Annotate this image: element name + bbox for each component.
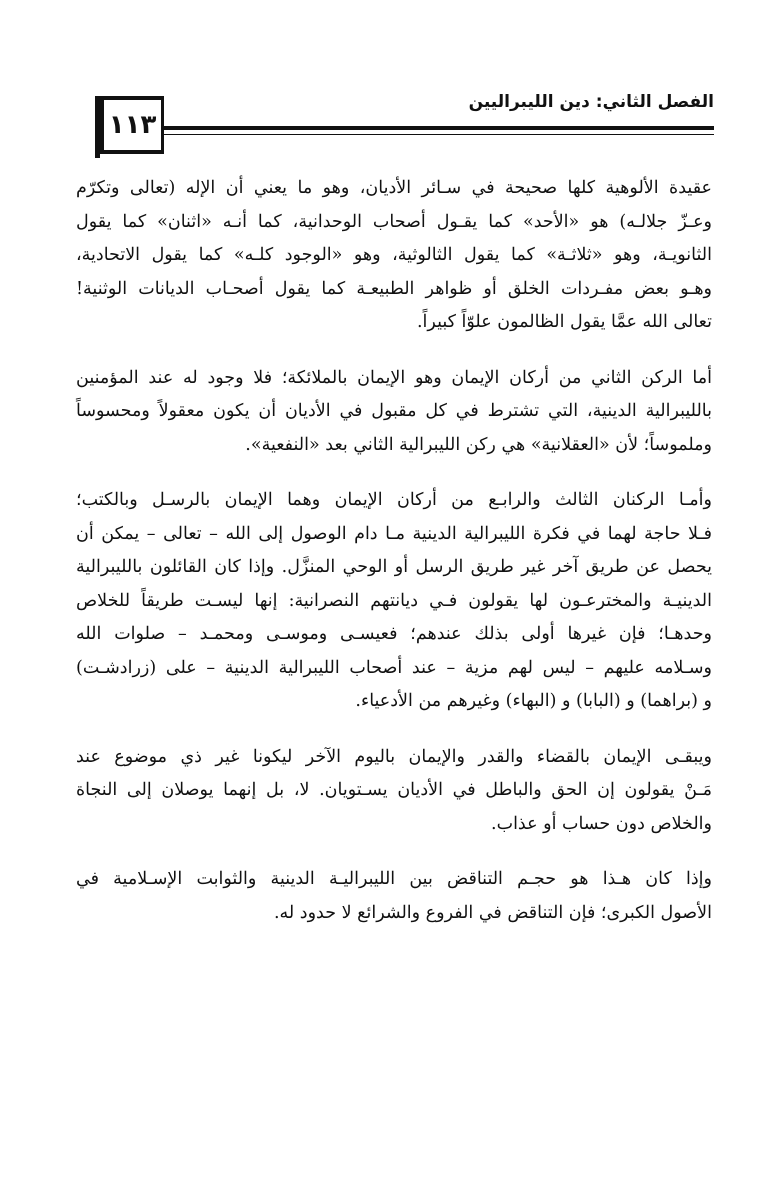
paragraph: [76, 863, 712, 930]
page-number: ١١٣: [108, 110, 157, 140]
text-line: أما الركن الثاني من أركان الإيمان وهو الإيمان بالملائكة؛ فلا وجود له عند المؤمنين: [76, 367, 712, 388]
text-line: وعـزّ جلالـه) هو «الأحد» كما يقـول أصحاب الوحدانية، كما أنـه «اثنان» كما يقول: [76, 211, 712, 232]
paragraph: [76, 484, 712, 719]
header-rule-thin: [162, 134, 714, 135]
text-line: الثانويـة، وهو «ثلاثـة» كما يقول الثالوثية، وهو «الوجود كلـه» كما يقول الاتحادية،: [76, 245, 712, 265]
text-line: وإذا كان هـذا هو حجـم التناقض بين الليبراليـة الدينية والثوابت الإسـلامية في: [76, 869, 712, 889]
text-line: ويبقـى الإيمان بالقضاء والقدر والإيمان باليوم الآخر ليكونا غير ذي موضوع عند: [76, 746, 712, 767]
page-header: [100, 92, 714, 164]
text-line: عقيدة الألوهية كلها صحيحة في سـائر الأديان، وهو ما يعني أن الإله (تعالى وتكرّم: [76, 178, 712, 198]
paragraph: [76, 741, 712, 842]
text-line: وهـو بعض مفـردات الخلق أو ظواهر الطبيعـة كما يقول أصحـاب الديانات الوثنية!: [76, 278, 712, 299]
text-line: الدينيـة والمخترعـون لها يقولون فـي ديانتهم النصرانية: إنها ليسـت طريقاً للخلاص: [76, 590, 712, 611]
header-rule-thick: [162, 126, 714, 130]
text-line: وملموساً؛ لأن «العقلانية» هي ركن الليبرالية الثاني بعد «النفعية».: [245, 434, 712, 455]
text-line: وحدهـا؛ فإن غيرها أولى بذلك عندهم؛ فعيسـى وموسـى ومحمـد – صلوات الله: [76, 624, 712, 644]
chapter-title: الفصل الثاني: دين الليبراليين: [468, 92, 714, 112]
page-number-bar: [95, 96, 100, 158]
page-body: [76, 172, 712, 952]
text-line: بالليبرالية الدينية، التي تشترط في كل مقبول في الأديان أن يكون معقولاً ومحسوساً: [76, 401, 712, 421]
text-line: الأصول الكبرى؛ فإن التناقض في الفروع والشرائع لا حدود له.: [273, 902, 712, 923]
text-line: مَـنْ يقولون إن الحق والباطل في الأديان يسـتويان. لا، بل إنهما يوصلان إلى النجاة: [76, 780, 712, 800]
paragraph: [76, 172, 712, 340]
paragraph: [76, 362, 712, 463]
text-line: يحصل عن طريق آخر غير طريق الرسل أو الوحي المنزَّل. وإذا كان القائلون بالليبرالية: [76, 557, 712, 577]
text-line: تعالى الله عمَّا يقول الظالمون علوّاً كبيراً.: [416, 312, 712, 332]
text-line: وأمـا الركنان الثالث والرابـع من أركان الإيمان وهما الإيمان بالرسـل وبالكتب؛: [76, 490, 712, 510]
text-line: وسـلامه عليهم – ليس لهم مزية – عند أصحاب الليبرالية الدينية – على (زرادشـت): [76, 657, 712, 678]
text-line: فـلا حاجة لهما في فكرة الليبرالية الدينية مـا دام الوصول إلى الله – تعالى – يمكن أن: [76, 523, 712, 544]
page-number-box: [100, 96, 164, 154]
text-line: والخلاص دون حساب أو عذاب.: [491, 813, 712, 834]
text-line: و (براهما) و (البابا) و (البهاء) وغيرهم من الأدعياء.: [355, 691, 712, 711]
